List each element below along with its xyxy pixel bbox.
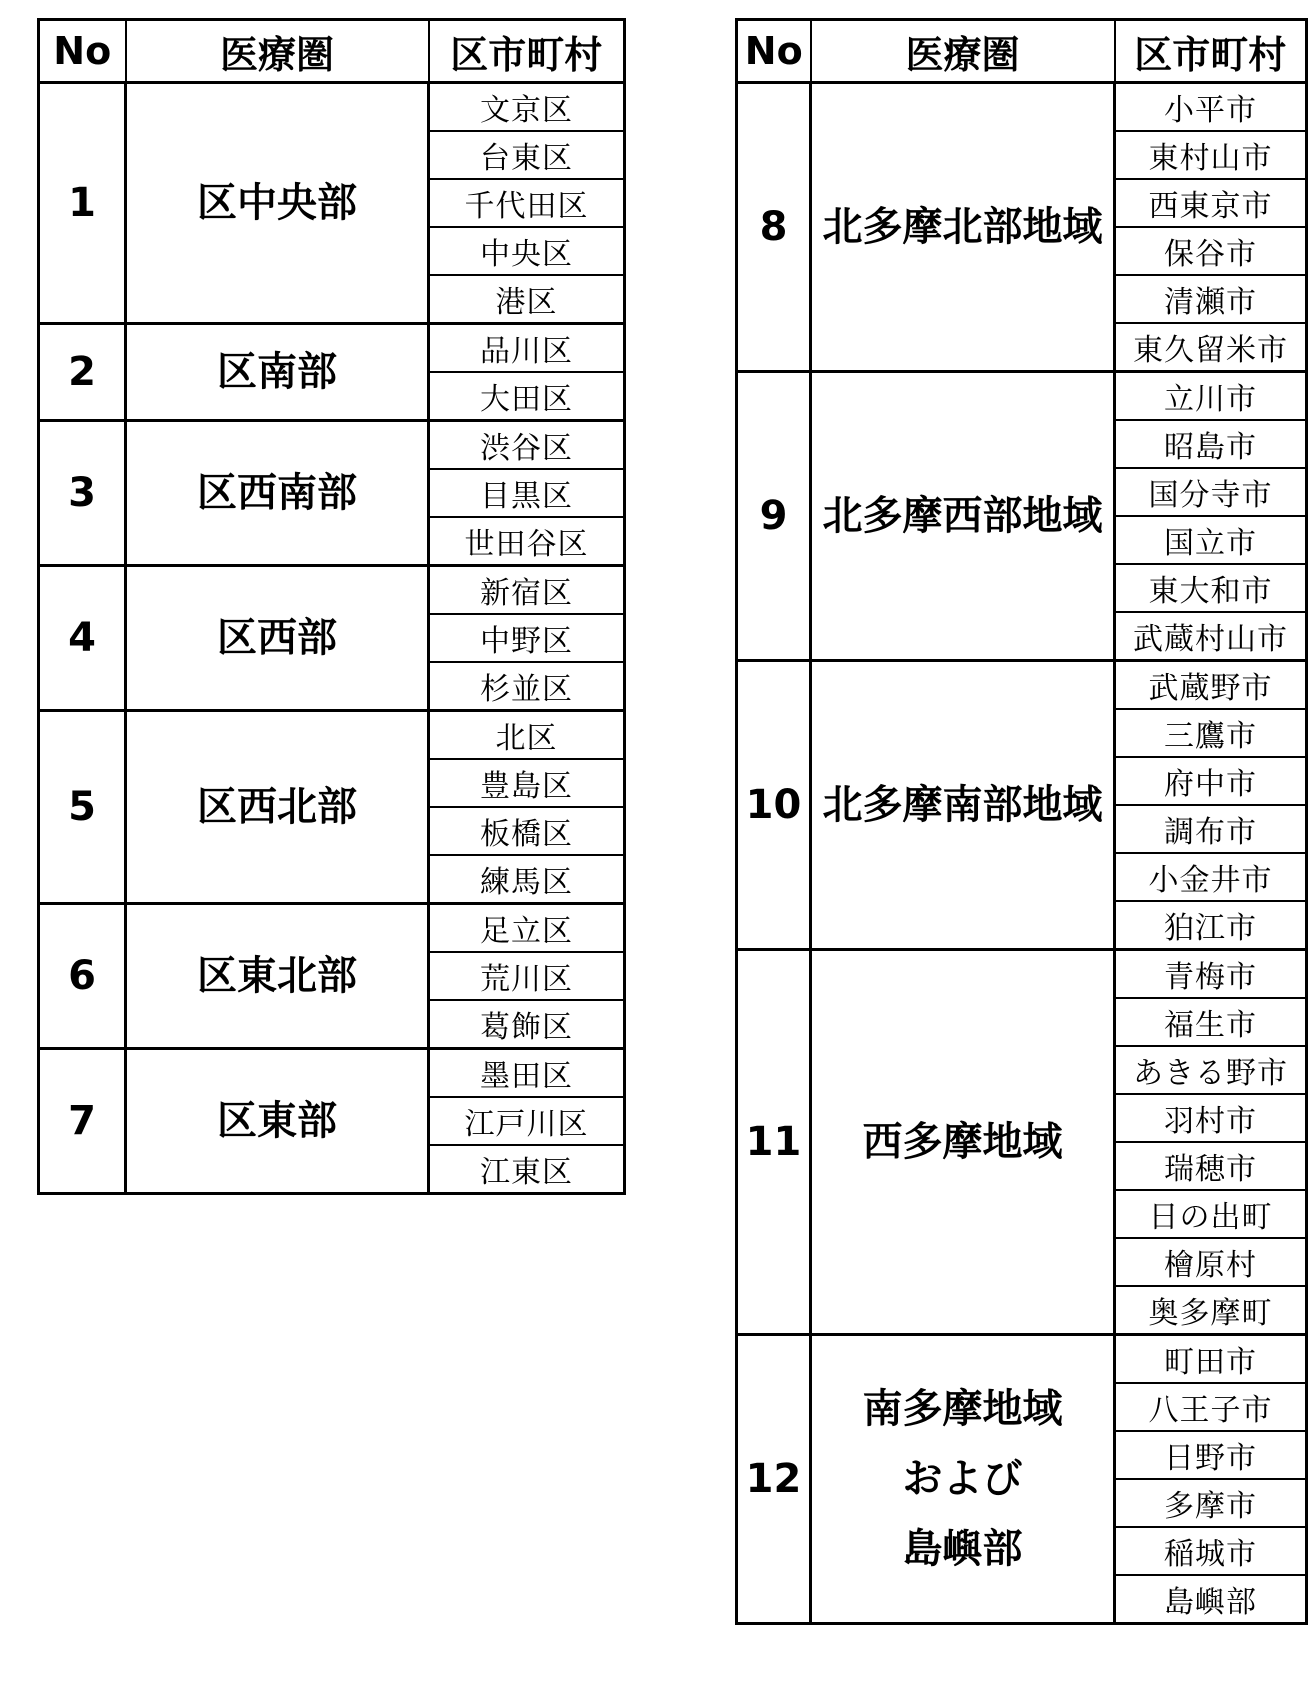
table-row <box>39 1049 625 1098</box>
area-name-line: 区西部 <box>217 615 337 661</box>
municipality-cell: 八王子市 <box>1115 1383 1307 1431</box>
municipality-cell: 小金井市 <box>1115 853 1307 901</box>
table-row <box>39 324 625 373</box>
header-no: No <box>737 20 811 83</box>
municipality-cell: 大田区 <box>429 372 625 421</box>
municipality-cell: 墨田区 <box>429 1049 625 1098</box>
area-number: 2 <box>39 324 126 421</box>
municipality-cell: 杉並区 <box>429 662 625 711</box>
area-name-line: および <box>902 1456 1023 1502</box>
table-row <box>39 83 625 132</box>
area-number: 8 <box>737 83 811 372</box>
area-name-line: 区東部 <box>217 1098 337 1144</box>
municipality-cell: 台東区 <box>429 131 625 179</box>
table-row <box>737 83 1307 132</box>
municipality-cell: 調布市 <box>1115 805 1307 853</box>
municipality-cell: 島嶼部 <box>1115 1575 1307 1624</box>
municipality-cell: 武蔵村山市 <box>1115 612 1307 661</box>
municipality-cell: 羽村市 <box>1115 1094 1307 1142</box>
area-number: 5 <box>39 711 126 904</box>
area-name <box>811 661 1115 950</box>
table-body-right <box>737 83 1307 1624</box>
municipality-cell: 立川市 <box>1115 372 1307 421</box>
area-number: 1 <box>39 83 126 324</box>
header-row <box>39 20 625 83</box>
municipality-cell: 北区 <box>429 711 625 760</box>
municipality-cell: 東久留米市 <box>1115 323 1307 372</box>
municipality-cell: 渋谷区 <box>429 421 625 470</box>
area-name <box>811 950 1115 1335</box>
municipality-cell: 世田谷区 <box>429 517 625 566</box>
municipality-cell: 保谷市 <box>1115 227 1307 275</box>
table-body-left <box>39 83 625 1194</box>
municipality-cell: 中野区 <box>429 614 625 662</box>
municipality-cell: 荒川区 <box>429 952 625 1000</box>
area-name-line: 西多摩地域 <box>862 1119 1063 1165</box>
area-number: 9 <box>737 372 811 661</box>
municipality-cell: 稲城市 <box>1115 1527 1307 1575</box>
municipality-cell: 千代田区 <box>429 179 625 227</box>
municipality-cell: 品川区 <box>429 324 625 373</box>
medical-area-table-right <box>735 18 1308 1625</box>
area-name-line: 島嶼部 <box>902 1526 1023 1572</box>
area-name <box>126 566 429 711</box>
municipality-cell: 練馬区 <box>429 855 625 904</box>
municipality-cell: 西東京市 <box>1115 179 1307 227</box>
area-name <box>811 83 1115 372</box>
municipality-cell: 江東区 <box>429 1145 625 1194</box>
municipality-cell: 三鷹市 <box>1115 709 1307 757</box>
table-row <box>737 372 1307 421</box>
area-name <box>126 711 429 904</box>
area-number: 7 <box>39 1049 126 1194</box>
area-name <box>126 324 429 421</box>
municipality-cell: 文京区 <box>429 83 625 132</box>
municipality-cell: 目黒区 <box>429 469 625 517</box>
table-row <box>737 950 1307 999</box>
municipality-cell: 日野市 <box>1115 1431 1307 1479</box>
municipality-cell: 武蔵野市 <box>1115 661 1307 710</box>
area-number: 3 <box>39 421 126 566</box>
table-row <box>39 421 625 470</box>
table-row <box>39 566 625 615</box>
municipality-cell: 国立市 <box>1115 516 1307 564</box>
area-number: 11 <box>737 950 811 1335</box>
municipality-cell: 多摩市 <box>1115 1479 1307 1527</box>
municipality-cell: 瑞穂市 <box>1115 1142 1307 1190</box>
municipality-cell: 東村山市 <box>1115 131 1307 179</box>
area-name <box>126 421 429 566</box>
area-name <box>126 1049 429 1194</box>
area-name-line: 区中央部 <box>197 180 357 226</box>
municipality-cell: 江戸川区 <box>429 1097 625 1145</box>
municipality-cell: 日の出町 <box>1115 1190 1307 1238</box>
header-row <box>737 20 1307 83</box>
municipality-cell: 港区 <box>429 275 625 324</box>
area-name-line: 北多摩南部地域 <box>822 782 1103 828</box>
area-number: 4 <box>39 566 126 711</box>
area-number: 12 <box>737 1335 811 1624</box>
area-name-line: 区東北部 <box>197 953 357 999</box>
municipality-cell: 狛江市 <box>1115 901 1307 950</box>
area-name-line: 南多摩地域 <box>862 1386 1063 1432</box>
area-name <box>811 372 1115 661</box>
area-name-line: 区西北部 <box>197 784 357 830</box>
municipality-cell: 葛飾区 <box>429 1000 625 1049</box>
medical-area-table-left <box>37 18 626 1195</box>
table-row <box>39 904 625 953</box>
municipality-cell: 町田市 <box>1115 1335 1307 1384</box>
table-row <box>737 1335 1307 1384</box>
municipality-cell: 小平市 <box>1115 83 1307 132</box>
municipality-cell: 府中市 <box>1115 757 1307 805</box>
municipality-cell: 国分寺市 <box>1115 468 1307 516</box>
header-area: 医療圏 <box>126 20 429 83</box>
area-name-line: 北多摩西部地域 <box>822 493 1103 539</box>
municipality-cell: 檜原村 <box>1115 1238 1307 1286</box>
area-name-line: 北多摩北部地域 <box>822 204 1103 250</box>
area-name <box>126 83 429 324</box>
area-number: 6 <box>39 904 126 1049</box>
municipality-cell: 東大和市 <box>1115 564 1307 612</box>
municipality-cell: 福生市 <box>1115 998 1307 1046</box>
municipality-cell: 奥多摩町 <box>1115 1286 1307 1335</box>
area-name <box>126 904 429 1049</box>
table-row <box>737 661 1307 710</box>
municipality-cell: 中央区 <box>429 227 625 275</box>
area-name <box>811 1335 1115 1624</box>
municipality-cell: 新宿区 <box>429 566 625 615</box>
header-area: 医療圏 <box>811 20 1115 83</box>
header-no: No <box>39 20 126 83</box>
table-row <box>39 711 625 760</box>
area-number: 10 <box>737 661 811 950</box>
municipality-cell: 板橋区 <box>429 807 625 855</box>
municipality-cell: 青梅市 <box>1115 950 1307 999</box>
header-municipality: 区市町村 <box>429 20 625 83</box>
area-name-line: 区西南部 <box>197 470 357 516</box>
municipality-cell: 昭島市 <box>1115 420 1307 468</box>
municipality-cell: 豊島区 <box>429 759 625 807</box>
area-name-line: 区南部 <box>217 349 337 395</box>
header-municipality: 区市町村 <box>1115 20 1307 83</box>
municipality-cell: 足立区 <box>429 904 625 953</box>
municipality-cell: 清瀬市 <box>1115 275 1307 323</box>
municipality-cell: あきる野市 <box>1115 1046 1307 1094</box>
